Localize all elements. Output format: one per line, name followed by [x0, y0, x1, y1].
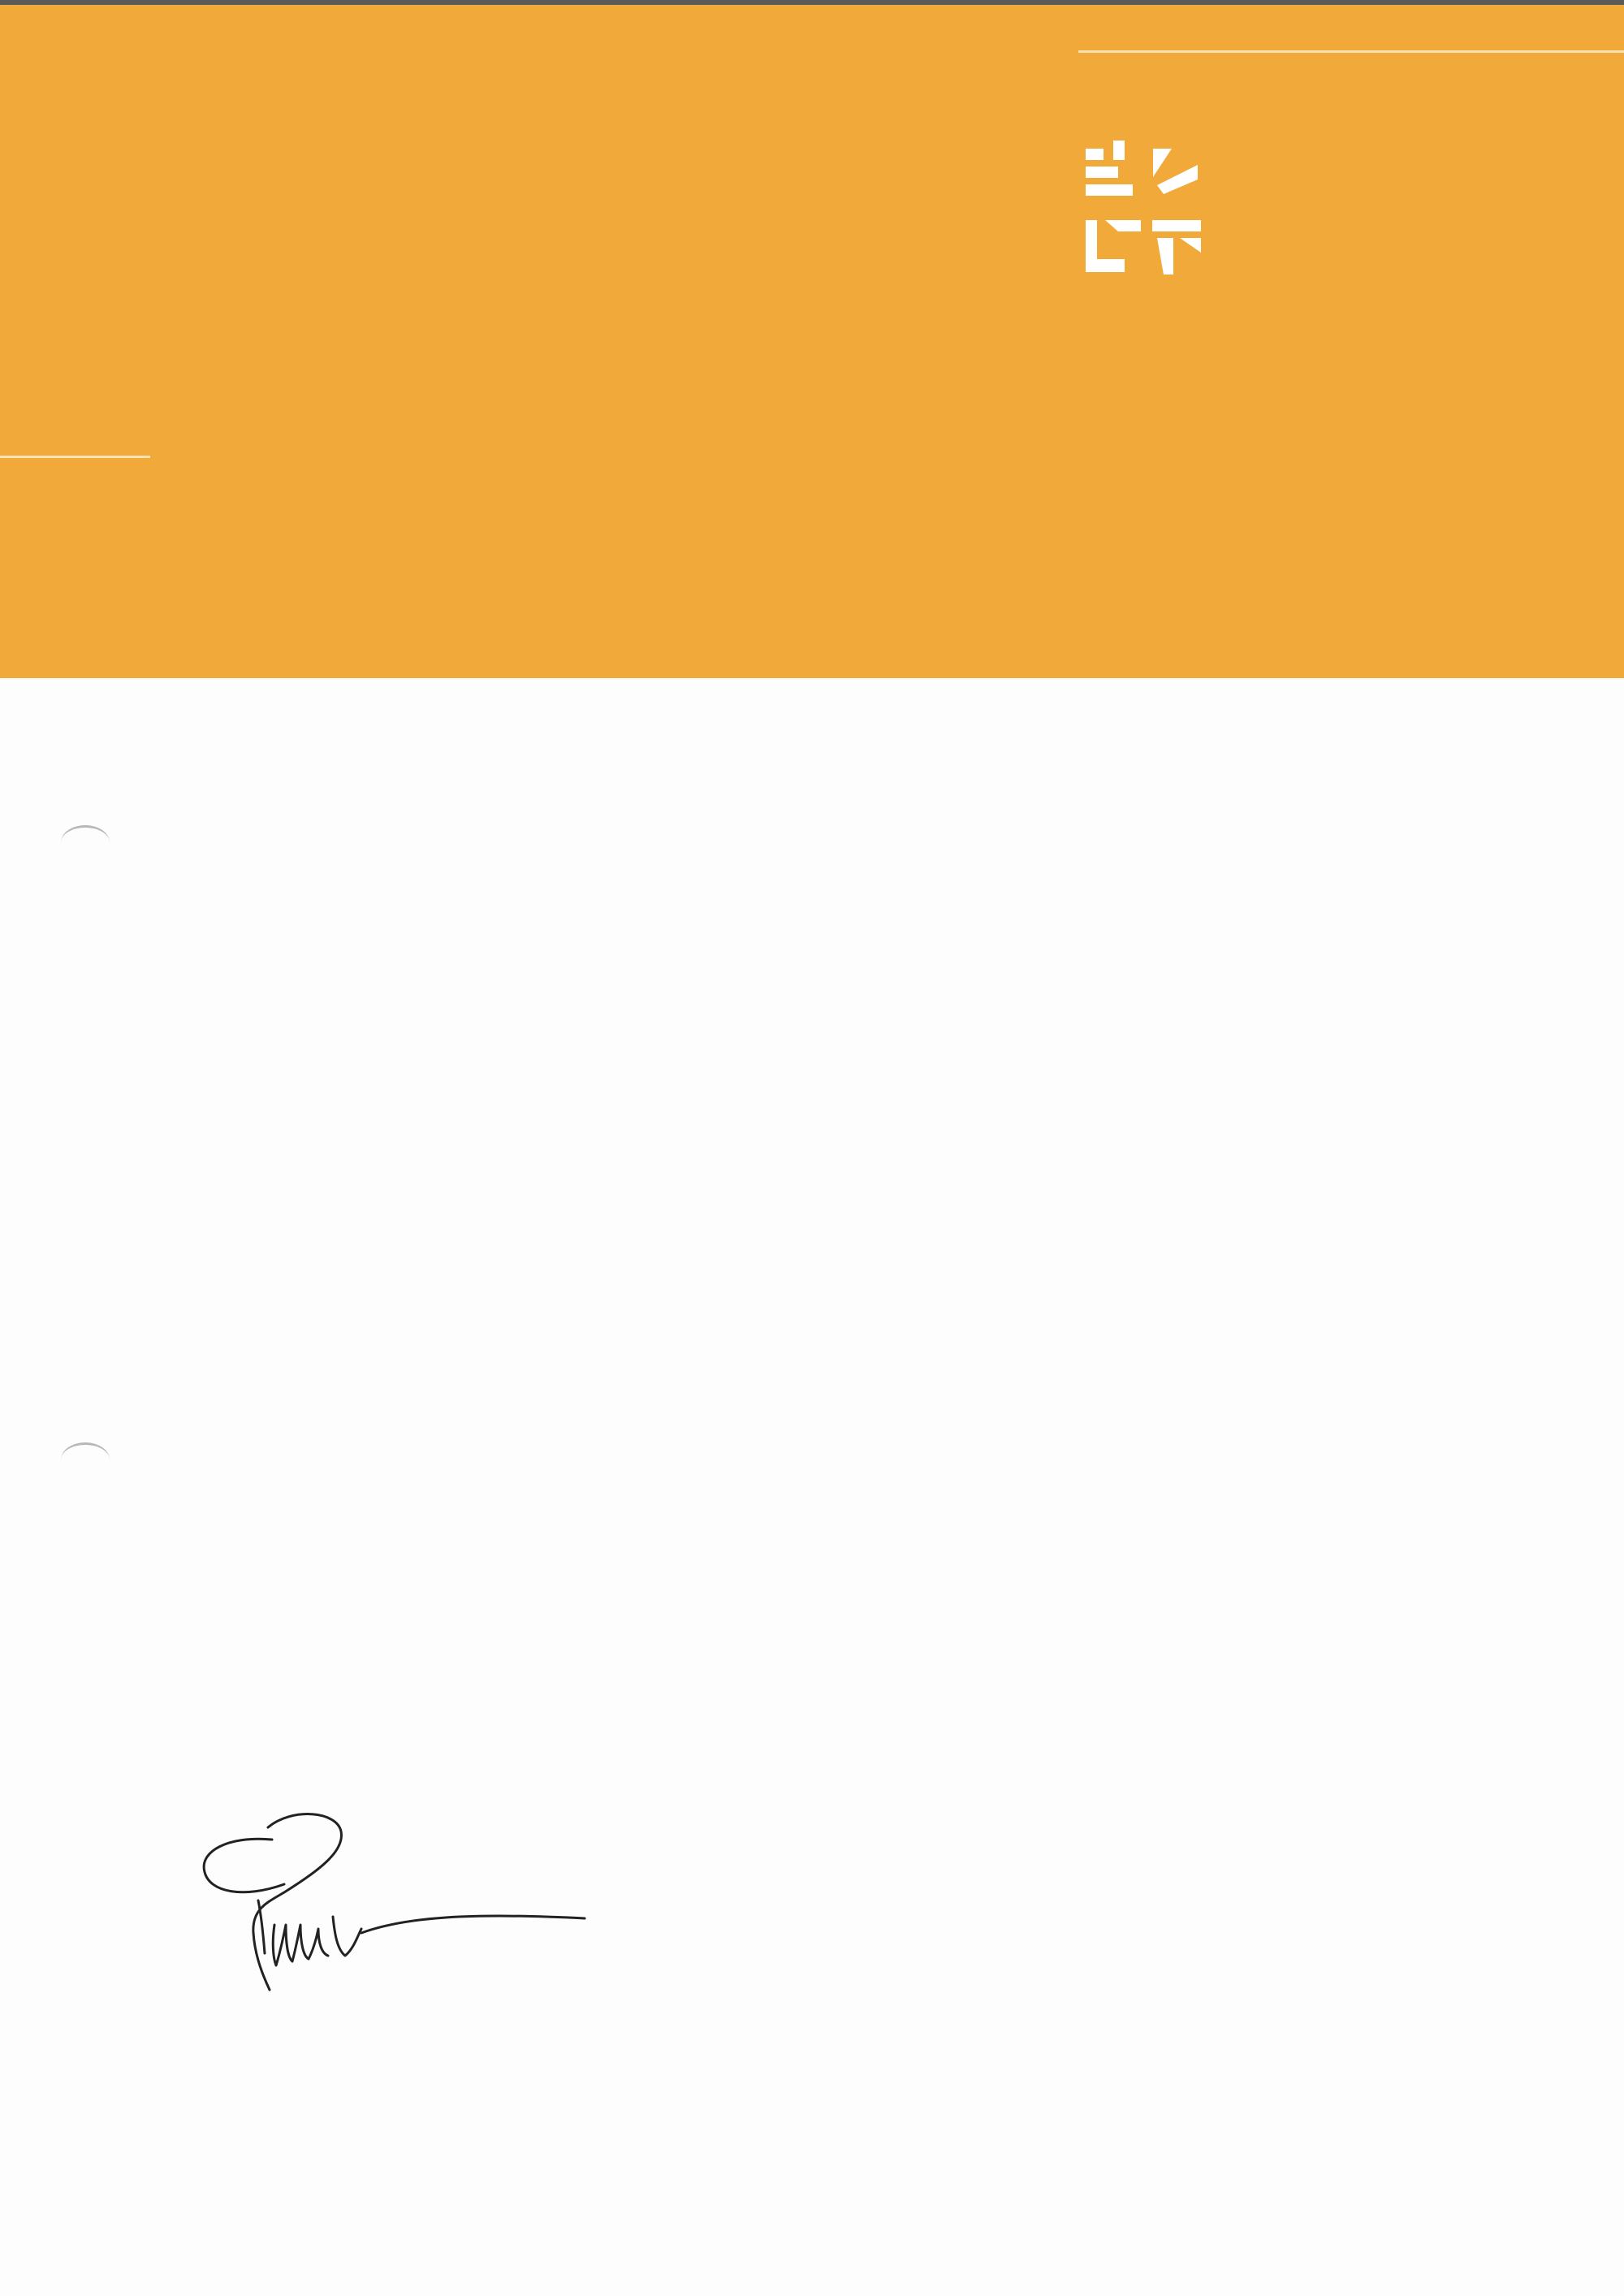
header-rule-right — [1078, 50, 1624, 53]
logo-mark-icon — [1076, 141, 1214, 279]
ifbau-logo — [1076, 96, 1474, 283]
signature-image — [195, 1795, 617, 2006]
header-rule-left — [0, 456, 150, 458]
punch-hole-lower — [61, 1442, 110, 1477]
punch-hole-upper — [61, 825, 110, 860]
top-edge-line — [0, 0, 1624, 5]
